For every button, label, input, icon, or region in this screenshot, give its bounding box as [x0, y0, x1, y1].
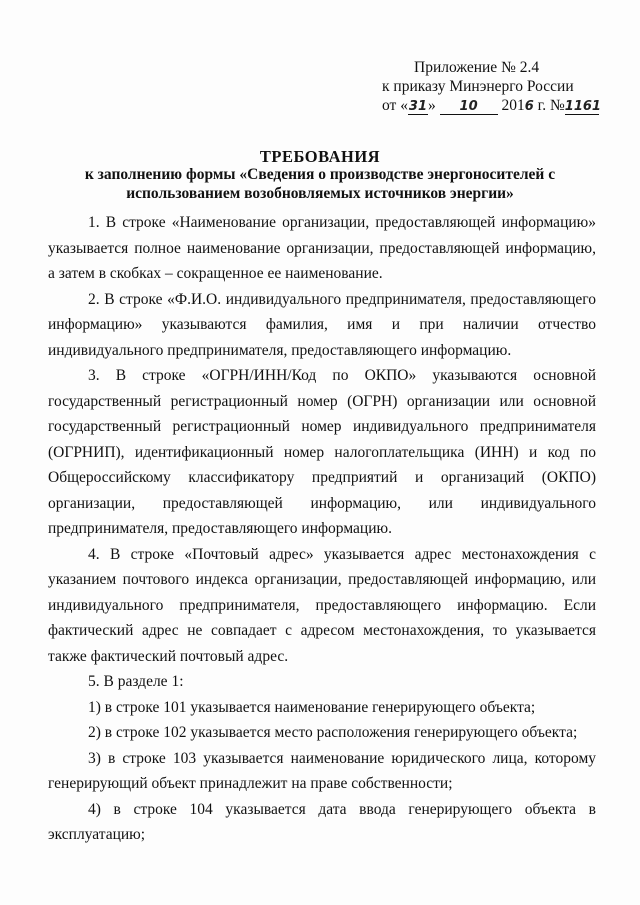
- handwritten-month: 10: [440, 99, 498, 115]
- annex-date-line: [382, 96, 599, 116]
- document-title: ТРЕБОВАНИЯ: [259, 147, 381, 166]
- list-item-3: 3) в строке 103 указывается наименование юридического лица, которому генерирующий объект принадлежит на праве собственности;: [48, 749, 596, 792]
- list-item-2: 2) в строке 102 указывается место расположения генерирующего объекта;: [88, 724, 578, 741]
- document-body: [48, 210, 596, 848]
- paragraph-3: 3. В строке «ОГРН/ИНН/Код по ОКПО» указываются основной государственный регистрационный номер (ОГРН) организации или основной государственный регистрационный номер индивидуального предпринимателя (ОГРНИП), идентификационный номер налогоплательщика (ИНН) и код по Общероссийскому классификатору предприятий и организаций (ОКПО) организации, предоставляющей информацию, или индивидуального предпринимателя, предоставляющего информацию.: [48, 367, 596, 537]
- handwritten-year-digit: 6: [524, 99, 534, 114]
- date-year-prefix: 201: [497, 97, 525, 114]
- paragraph-5: 5. В разделе 1:: [88, 673, 184, 690]
- handwritten-order-number: 1161: [564, 99, 601, 114]
- date-year-suffix: г. №: [533, 97, 565, 114]
- paragraph-4: 4. В строке «Почтовый адрес» указывается адрес местонахождения с указанием почтового индекса организации, предоставляющей информацию, или индивидуального предпринимателя, предоставляющего информацию. Если фактический адрес не совпадает с адресом местонахождения, то указывается также фактический почтовый адрес.: [48, 545, 596, 665]
- annex-order-reference: к приказу Минэнерго России: [382, 78, 574, 95]
- annex-block: [382, 58, 599, 116]
- date-prefix: от «: [382, 97, 408, 114]
- handwritten-day: 31: [408, 99, 427, 114]
- document-subtitle-line-2: использованием возобновляемых источников энергии»: [126, 185, 514, 202]
- document-subtitle-line-1: к заполнению формы «Сведения о производстве энергоносителей с: [84, 166, 556, 183]
- annex-title: Приложение № 2.4: [414, 59, 540, 76]
- list-item-1: 1) в строке 101 указывается наименование генерирующего объекта;: [88, 698, 536, 716]
- paragraph-1: 1. В строке «Наименование организации, предоставляющей информацию» указывается полное наименование организации, предоставляющей информацию, а затем в скобках – сокращенное ее наименование.: [48, 214, 596, 282]
- list-item-4: 4) в строке 104 указывается дата ввода генерирующего объекта в эксплуатацию;: [48, 800, 596, 843]
- paragraph-2: 2. В строке «Ф.И.О. индивидуального предпринимателя, предоставляющего информацию» указываются фамилия, имя и при наличии отчество индивидуального предпринимателя, предоставляющего информацию.: [48, 290, 596, 359]
- date-separator: »: [427, 97, 440, 114]
